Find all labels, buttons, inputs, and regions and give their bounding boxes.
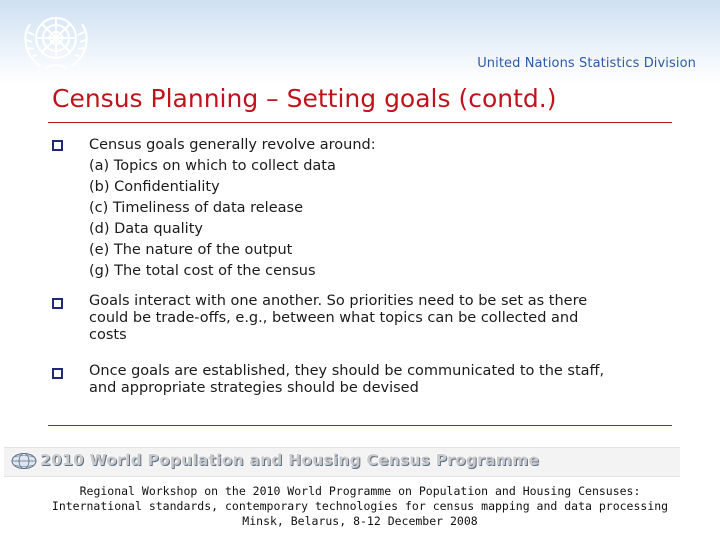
goal-item: (d) Data quality bbox=[89, 221, 203, 237]
division-label: United Nations Statistics Division bbox=[477, 56, 696, 71]
bullet-line: Once goals are established, they should be communicated to the staff, bbox=[89, 363, 605, 379]
checkbox-bullet-icon bbox=[52, 368, 63, 379]
bottom-divider bbox=[48, 425, 672, 426]
goal-list bbox=[89, 156, 376, 282]
checkbox-bullet-icon bbox=[52, 298, 63, 309]
footer-line: Minsk, Belarus, 8-12 December 2008 bbox=[242, 514, 478, 528]
footer-line: International standards, contemporary technologies for census mapping and data processing bbox=[51, 499, 669, 513]
goal-item: (a) Topics on which to collect data bbox=[89, 158, 336, 174]
bullet-line: Goals interact with one another. So priorities need to be set as there bbox=[89, 293, 588, 309]
goal-item: (g) The total cost of the census bbox=[89, 263, 316, 279]
checkbox-bullet-icon bbox=[52, 140, 63, 151]
bullet-text bbox=[89, 135, 376, 282]
bullet-text bbox=[89, 363, 604, 397]
bullet-line: and appropriate strategies should be devised bbox=[89, 380, 419, 396]
goal-item: (b) Confidentiality bbox=[89, 179, 220, 195]
bullet-line: costs bbox=[89, 327, 127, 343]
bullet-line: could be trade-offs, e.g., between what topics can be collected and bbox=[89, 310, 579, 326]
footer-line: Regional Workshop on the 2010 World Programme on Population and Housing Censuses: bbox=[79, 484, 641, 498]
title-divider bbox=[48, 122, 672, 123]
bullet-text bbox=[89, 293, 587, 344]
goal-item: (c) Timeliness of data release bbox=[89, 200, 303, 216]
globe-icon bbox=[10, 452, 38, 470]
un-emblem-icon bbox=[18, 6, 94, 74]
bullet-lead-line: Census goals generally revolve around: bbox=[89, 137, 376, 153]
footer bbox=[0, 484, 720, 529]
programme-banner-text: 2010 World Population and Housing Census Programme bbox=[40, 451, 540, 469]
goal-item: (e) The nature of the output bbox=[89, 242, 293, 258]
slide-title: Census Planning – Setting goals (contd.) bbox=[52, 84, 557, 113]
header-band bbox=[0, 0, 720, 84]
census-programme-banner bbox=[4, 447, 680, 477]
